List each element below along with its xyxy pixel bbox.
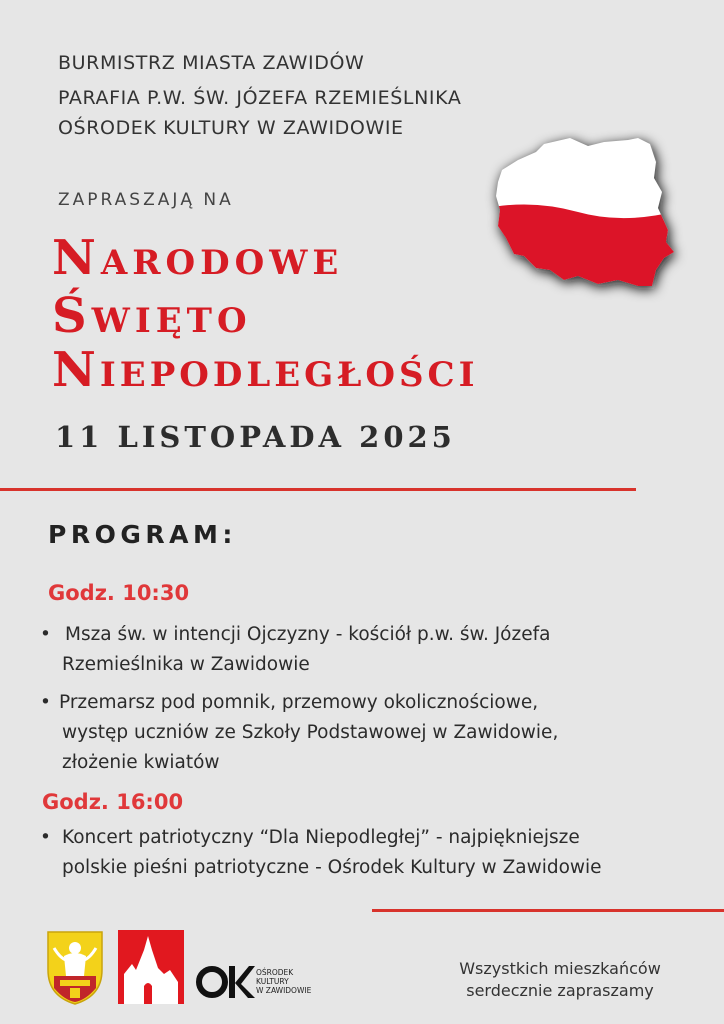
- program-item-3: [40, 823, 700, 883]
- ok-logo-text-line: OŚRODEK: [256, 968, 294, 977]
- program-item-1-line-1: Msza św. w intencji Ojczyzny - kościół p.w. św. Józefa: [65, 624, 551, 645]
- program-item-2: [40, 688, 680, 778]
- poland-flag-map: [478, 130, 688, 305]
- program-item-2-line-1: Przemarsz pod pomnik, przemowy okolicznościowe,: [59, 692, 539, 713]
- invite-text: ZAPRASZAJĄ NA: [58, 190, 234, 210]
- closing-text: [440, 958, 680, 1002]
- title-line-1: Narodowe: [52, 230, 344, 286]
- program-time-1: Godz. 10:30: [48, 581, 190, 605]
- divider-top: [0, 488, 636, 491]
- closing-line-2: serdecznie zapraszamy: [466, 981, 654, 1000]
- program-heading: PROGRAM:: [48, 520, 237, 549]
- event-date: 11 LISTOPADA 2025: [55, 420, 456, 454]
- ok-logo-text-line: W ZAWIDOWIE: [256, 986, 312, 995]
- zawidow-coat-of-arms-logo: [46, 930, 104, 1006]
- ok-logo-text: [256, 968, 311, 995]
- program-item-2-line-2: występ uczniów ze Szkoły Podstawowej w Zawidowie,: [62, 722, 559, 743]
- program-time-2: Godz. 16:00: [42, 790, 184, 814]
- closing-line-1: Wszystkich mieszkańców: [459, 959, 661, 978]
- organizer-line-2: PARAFIA P.W. ŚW. JÓZEFA RZEMIEŚLNIKA: [58, 87, 462, 109]
- program-item-2-line-3: złożenie kwiatów: [62, 752, 220, 773]
- divider-bottom: [372, 909, 724, 912]
- organizer-line-1: BURMISTRZ MIASTA ZAWIDÓW: [58, 52, 365, 74]
- program-item-3-line-2: polskie pieśni patriotyczne - Ośrodek Kultury w Zawidowie: [62, 857, 602, 878]
- church-logo: [118, 930, 184, 1004]
- organizer-line-3: OŚRODEK KULTURY W ZAWIDOWIE: [58, 117, 404, 139]
- program-item-1: [40, 620, 680, 680]
- bullet-dot: •: [40, 692, 51, 713]
- ok-logo-mark: [193, 956, 255, 1002]
- ok-logo-text-line: KULTURY: [256, 977, 289, 986]
- bullet-dot: •: [40, 624, 51, 645]
- title-line-2: Święto: [52, 288, 252, 344]
- program-item-1-line-2: Rzemieślnika w Zawidowie: [62, 654, 310, 675]
- program-item-3-line-1: Koncert patriotyczny “Dla Niepodległej” - najpiękniejsze: [62, 827, 580, 848]
- bullet-dot: •: [40, 827, 51, 848]
- title-line-3: Niepodległości: [52, 342, 479, 398]
